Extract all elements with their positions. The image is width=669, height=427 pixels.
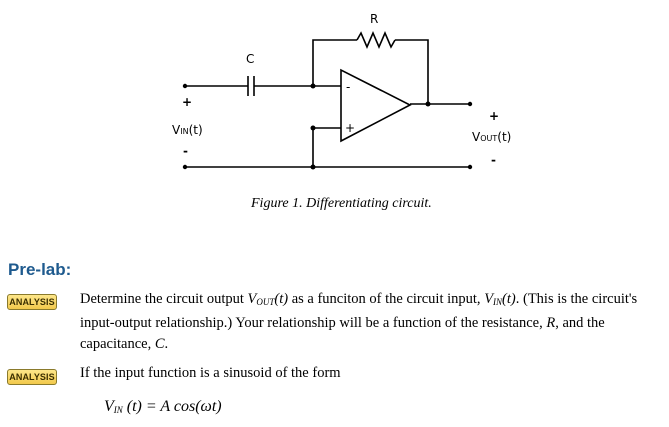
analysis-badge-1: ANALYSIS — [7, 294, 57, 310]
feedback-wire-right — [395, 40, 428, 104]
opamp-noninverting-sign: + — [345, 121, 356, 135]
input-minus-label: - — [183, 144, 188, 158]
node-dot-ground-output — [468, 165, 472, 169]
figure-caption: Figure 1. Differentiating circuit. — [251, 196, 432, 211]
node-dot-input — [183, 84, 187, 88]
analysis-badge-2: ANALYSIS — [7, 369, 57, 385]
node-dot-output-terminal — [468, 102, 472, 106]
feedback-wire-left — [313, 40, 357, 86]
capacitor-label: C — [246, 52, 255, 66]
node-dot-inverting — [311, 84, 316, 89]
output-voltage-label: VOUT(t) — [472, 130, 512, 144]
opamp-inverting-sign: - — [346, 80, 351, 94]
input-voltage-label: VIN(t) — [172, 123, 203, 137]
analysis-text-2: If the input function is a sinusoid of the form — [80, 365, 341, 381]
resistor-zigzag — [357, 33, 395, 47]
node-dot-output — [426, 102, 431, 107]
node-dot-noninverting — [311, 126, 316, 131]
output-plus-label: + — [489, 109, 500, 123]
input-equation: $V_{IN}$ (t) = A cos(ωt) — [104, 398, 222, 415]
resistor-label: R — [370, 12, 379, 26]
prelab-heading: Pre-lab: — [8, 260, 72, 279]
input-plus-label: + — [182, 95, 193, 109]
noninverting-wire — [313, 128, 341, 167]
analysis-text-1: Determine the circuit output $V_{OUT}(t)$ as a funciton of the circuit input, $V_{IN}(t)$. (This is the circuit's input-output relationship.) Your relationship will be a function of the resistance, R, and the capacitance, C. — [80, 291, 638, 352]
output-minus-label: - — [491, 153, 496, 167]
node-dot-ground-node — [311, 165, 316, 170]
node-dot-ground-input — [183, 165, 187, 169]
